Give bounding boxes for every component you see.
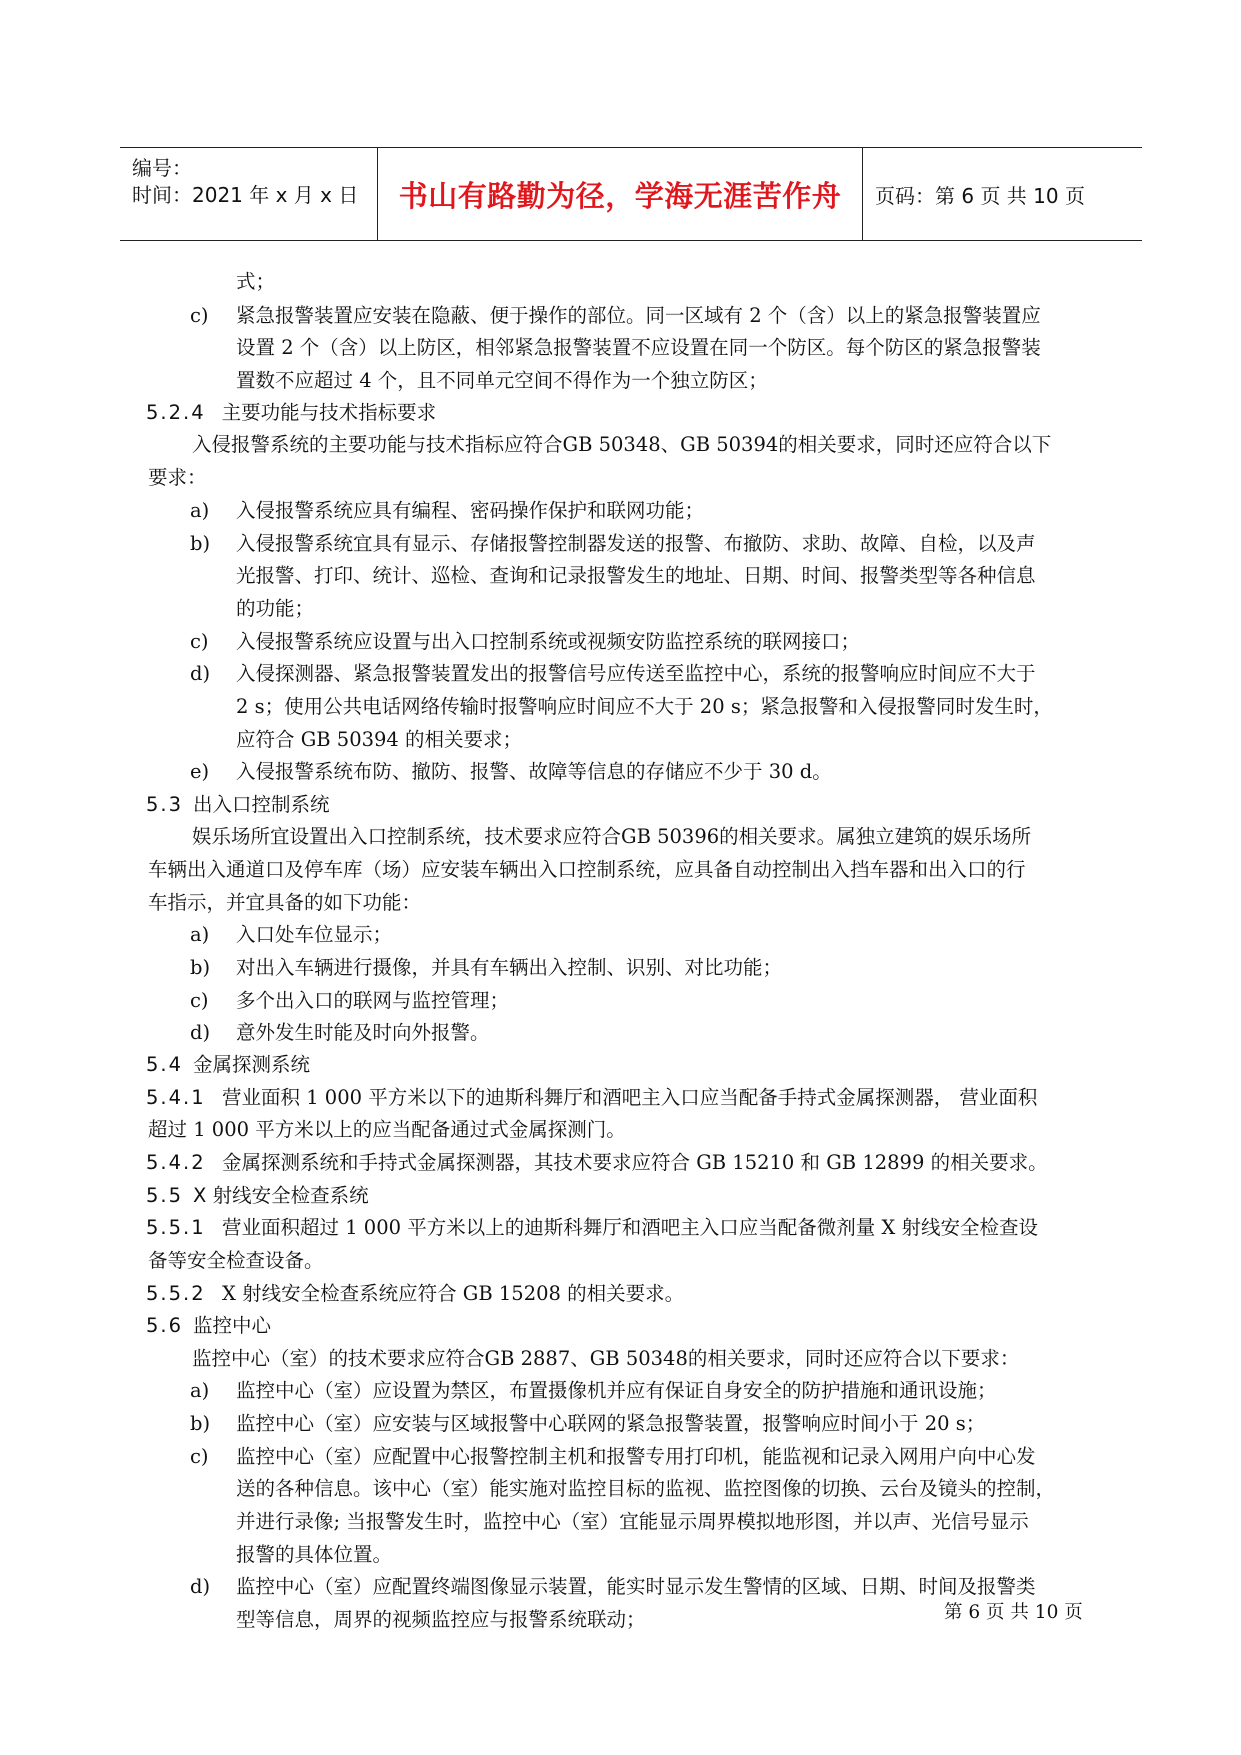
list-item-line: 置数不应超过 4 个，且不同单元空间不得作为一个独立防区； (236, 369, 768, 392)
clause-number: 5.4.1 (146, 1086, 206, 1109)
list-marker: b) (190, 1412, 211, 1435)
paragraph-line: 监控中心（室）的技术要求应符合GB 2887、GB 50348的相关要求，同时还应符合以下要求： (192, 1347, 1020, 1370)
list-item-line: 监控中心（室）应配置中心报警控制主机和报警专用打印机，能监视和记录入网用户向中心发 (236, 1445, 1036, 1468)
list-item-line: 2 s；使用公共电话网络传输时报警响应时间应不大于 20 s；紧急报警和入侵报警同时发生时， (236, 695, 1053, 718)
list-marker: d) (190, 662, 211, 685)
paragraph-line: 车辆出入通道口及停车库（场）应安装车辆出入口控制系统，应具备自动控制出入挡车器和出入口的行 (148, 858, 1026, 881)
section-title: 金属探测系统 (193, 1053, 311, 1076)
header-page-cell (863, 148, 1142, 240)
header-motto-cell (378, 148, 863, 240)
section-heading-5-6 (146, 1313, 271, 1339)
section-title: 出入口控制系统 (193, 793, 330, 816)
section-title: 主要功能与技术指标要求 (221, 401, 437, 424)
list-marker: d) (190, 1021, 211, 1044)
section-heading-5-2-4 (146, 400, 436, 426)
list-item-line: 应符合 GB 50394 的相关要求； (236, 728, 523, 751)
list-item-line: 的功能； (236, 597, 315, 620)
header-motto: 书山有路勤为径，学海无涯苦作舟 (398, 178, 842, 213)
page-footer: 第 6 页 共 10 页 (944, 1602, 1083, 1623)
section-title: 监控中心 (193, 1314, 272, 1337)
page-header (120, 147, 1142, 241)
section-number: 5.5 (146, 1184, 184, 1207)
continuation-text: 式； (236, 270, 276, 293)
section-number: 5.3 (146, 793, 184, 816)
list-item-line: 多个出入口的联网与监控管理； (236, 989, 510, 1012)
list-item-line: 监控中心（室）应配置终端图像显示装置，能实时显示发生警情的区域、日期、时间及报警类 (236, 1575, 1036, 1598)
document-number-label: 编号： (132, 156, 192, 180)
list-item-line: 设置 2 个（含）以上防区，相邻紧急报警装置不应设置在同一个防区。每个防区的紧急报警装 (236, 336, 1041, 359)
list-item-line: 并进行录像; 当报警发生时，监控中心（室）宜能显示周界模拟地形图，并以声、光信号显示 (236, 1510, 1029, 1533)
header-page-number: 页码：第 6 页 共 10 页 (875, 183, 1085, 208)
paragraph-line: 入侵报警系统的主要功能与技术指标应符合GB 50348、GB 50394的相关要求，同时还应符合以下 (192, 433, 1052, 456)
list-marker: b) (190, 532, 211, 555)
list-marker: c) (190, 304, 209, 327)
list-marker: c) (190, 630, 209, 653)
clause-number: 5.4.2 (146, 1151, 206, 1174)
list-marker: e) (190, 760, 210, 783)
document-time-label: 时间：2021 年 x 月 x 日 (132, 183, 359, 207)
clause-number: 5.5.2 (146, 1282, 206, 1305)
list-item-line: 入侵报警系统布防、撤防、报警、故障等信息的存储应不少于 30 d。 (236, 760, 832, 783)
list-item-line: 入侵报警系统宜具有显示、存储报警控制器发送的报警、布撤防、求助、故障、自检，以及声 (236, 532, 1036, 555)
list-item-line: 入侵探测器、紧急报警装置发出的报警信号应传送至监控中心，系统的报警响应时间应不大于 (236, 662, 1036, 685)
list-marker: a) (190, 923, 210, 946)
list-item-line: 型等信息，周界的视频监控应与报警系统联动； (236, 1608, 646, 1631)
section-heading-5-3 (146, 792, 330, 818)
list-item-line: 入侵报警系统应设置与出入口控制系统或视频安防监控系统的联网接口； (236, 630, 861, 653)
list-item-line: 入侵报警系统应具有编程、密码操作保护和联网功能； (236, 499, 705, 522)
clause-5-4-2-number (146, 1150, 222, 1176)
list-item-line: 送的各种信息。该中心（室）能实施对监控目标的监视、监控图像的切换、云台及镜头的控制， (236, 1477, 1056, 1500)
paragraph-line: 车指示，并宜具备的如下功能： (148, 891, 422, 914)
header-meta (120, 148, 378, 240)
section-heading-5-5 (146, 1183, 369, 1209)
list-item-line: 监控中心（室）应安装与区域报警中心联网的紧急报警装置，报警响应时间小于 20 s； (236, 1412, 986, 1435)
list-item-line: 入口处车位显示； (236, 923, 393, 946)
list-item-line: 对出入车辆进行摄像，并具有车辆出入控制、识别、对比功能； (236, 956, 783, 979)
section-title: X 射线安全检查系统 (193, 1184, 369, 1207)
section-number: 5.2.4 (146, 401, 206, 424)
list-marker: c) (190, 1445, 209, 1468)
paragraph-line: X 射线安全检查系统应符合 GB 15208 的相关要求。 (222, 1282, 685, 1305)
section-number: 5.6 (146, 1314, 184, 1337)
list-item-line: 紧急报警装置应安装在隐蔽、便于操作的部位。同一区域有 2 个（含）以上的紧急报警装置应 (236, 304, 1041, 327)
paragraph-line: 营业面积超过 1 000 平方米以上的迪斯科舞厅和酒吧主入口应当配备微剂量 X 射线安全检查设 (222, 1216, 1039, 1239)
paragraph-line: 金属探测系统和手持式金属探测器，其技术要求应符合 GB 15210 和 GB 12899 的相关要求。 (222, 1151, 1048, 1174)
section-number: 5.4 (146, 1053, 184, 1076)
clause-number: 5.5.1 (146, 1216, 206, 1239)
paragraph-line: 备等安全检查设备。 (148, 1249, 324, 1272)
paragraph-line: 营业面积 1 000 平方米以下的迪斯科舞厅和酒吧主入口应当配备手持式金属探测器， 营业面积 (222, 1086, 1038, 1109)
paragraph-line: 超过 1 000 平方米以上的应当配备通过式金属探测门。 (148, 1118, 626, 1141)
section-heading-5-4 (146, 1052, 310, 1078)
clause-5-4-1-number (146, 1085, 222, 1111)
list-item-line: 光报警、打印、统计、巡检、查询和记录报警发生的地址、日期、时间、报警类型等各种信息 (236, 564, 1036, 587)
list-item-line: 意外发生时能及时向外报警。 (236, 1021, 490, 1044)
paragraph-line: 娱乐场所宜设置出入口控制系统，技术要求应符合GB 50396的相关要求。属独立建筑的娱乐场所 (192, 825, 1032, 848)
list-marker: a) (190, 499, 210, 522)
list-marker: b) (190, 956, 211, 979)
list-marker: c) (190, 989, 209, 1012)
list-item-line: 监控中心（室）应设置为禁区，布置摄像机并应有保证自身安全的防护措施和通讯设施； (236, 1379, 997, 1402)
list-marker: a) (190, 1379, 210, 1402)
list-item-line: 报警的具体位置。 (236, 1543, 393, 1566)
clause-5-5-1-number (146, 1215, 222, 1241)
list-marker: d) (190, 1575, 211, 1598)
clause-5-5-2-number (146, 1281, 222, 1307)
paragraph-line: 要求： (148, 466, 207, 489)
